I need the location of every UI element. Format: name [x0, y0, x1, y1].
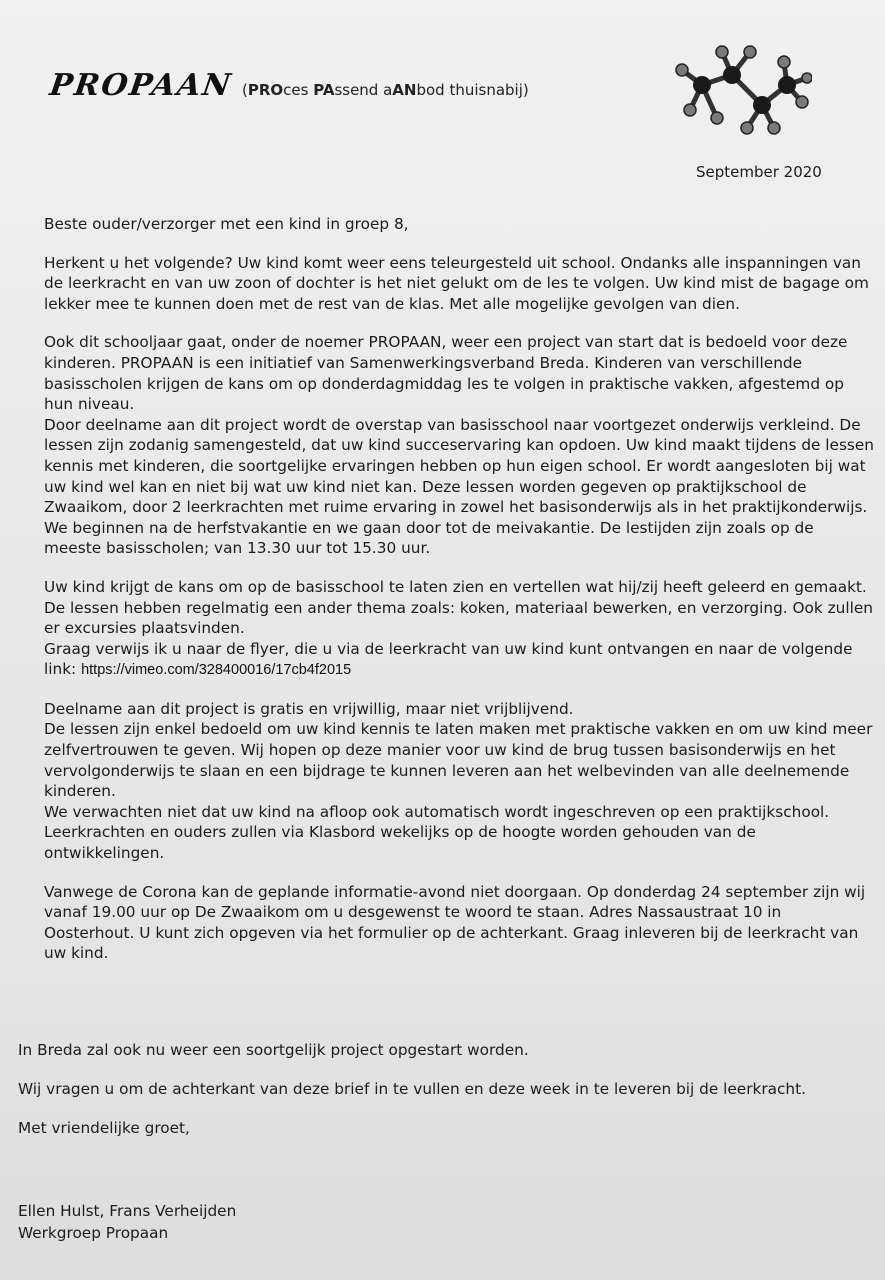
signatory-names: Ellen Hulst, Frans Verheijden — [18, 1202, 237, 1220]
paragraph-corona: Vanwege de Corona kan de geplande informatie-avond niet doorgaan. Op donderdag 24 september zijn wij vanaf 19.00 uur op De Zwaaikom om u desgewenst te woord te staan. Adres Nassaustraat 10 in Oosterhout. U kunt zich opgeven via het formulier op de achterkant. Graag inleveren bij de leerkracht van uw kind. — [44, 882, 866, 963]
paragraph-breda: In Breda zal ook nu weer een soortgelijk project opgestart worden. — [18, 1041, 529, 1059]
paragraph-flyer: Graag verwijs ik u naar de flyer, die u via de leerkracht van uw kind kunt ontvangen en naar de volgende link: https://vimeo.com/328400016/17cb4f2015 — [44, 639, 853, 679]
paragraph-klasbord: Leerkrachten en ouders zullen via Klasbord wekelijks op de hoogte worden gehouden van de ontwikkelingen. — [44, 823, 756, 863]
logo-subtitle: (PROces PAssend aANbod thuisnabij) — [241, 81, 529, 99]
vimeo-link[interactable]: https://vimeo.com/328400016/17cb4f2015 — [81, 662, 352, 679]
letter-closing — [18, 1040, 878, 1157]
paragraph-details: Door deelname aan dit project wordt de overstap van basisschool naar voortgezet onderwijs verkleind. De lessen zijn zodanig samengesteld, dat uw kind succeservaring kan opdoen. Uw kind maakt tijdens de lessen kennis met kinderen, die soortgelijke ervaringen hebben op hun eigen school. Er wordt aangesloten bij wat uw kind wel kan en niet bij wat uw kind niet kan. Deze lessen worden gegeven op praktijkschool de Zwaaikom, door 2 leerkrachten met ruime ervaring in zowel het basisonderwijs als in het praktijkonderwijs. We beginnen na de herfstvakantie en we gaan door tot de meivakantie. De lestijden zijn zoals op de meeste basisscholen; van 13.30 uur tot 15.30 uur. — [44, 415, 875, 558]
paragraph-free: Deelname aan dit project is gratis en vrijwillig, maar niet vrijblijvend. — [44, 699, 574, 718]
signature-block — [18, 1200, 236, 1244]
paragraph-request: Wij vragen u om de achterkant van deze brief in te vullen en deze week in te leveren bij de leerkracht. — [18, 1080, 806, 1098]
paragraph-intro: Herkent u het volgende? Uw kind komt weer eens teleurgesteld uit school. Ondanks alle inspanningen van de leerkracht en van uw zoon of dochter is het niet gelukt om de les te volgen. Uw kind mist de bagage om lekker mee te kunnen doen met de rest van de klas. Met alle mogelijke gevolgen van dien. — [44, 253, 869, 313]
paragraph-expectation: We verwachten niet dat uw kind na afloop ook automatisch wordt ingeschreven op een praktijkschool. — [44, 802, 830, 821]
letter-date: September 2020 — [696, 163, 822, 181]
closing-greeting: Met vriendelijke groet, — [18, 1119, 190, 1137]
logo-wordmark: PROPAAN — [47, 68, 235, 103]
propane-molecule-icon — [662, 40, 812, 140]
letter-body — [44, 214, 874, 982]
propaan-logo — [47, 68, 529, 103]
workgroup-name: Werkgroep Propaan — [18, 1224, 169, 1242]
salutation: Beste ouder/verzorger met een kind in groep 8, — [44, 215, 409, 233]
paragraph-purpose: De lessen zijn enkel bedoeld om uw kind kennis te laten maken met praktische vakken en om uw kind meer zelfvertrouwen te geven. Wij hopen op deze manier voor uw kind de brug tussen basisonderwijs en het vervolgonderwijs te slaan en een bijdrage te kunnen leveren aan het welbevinden van alle deelnemende kinderen. — [44, 720, 873, 801]
paragraph-themes: Uw kind krijgt de kans om op de basisschool te laten zien en vertellen wat hij/zij heeft geleerd en gemaakt. De lessen hebben regelmatig een ander thema zoals: koken, materiaal bewerken, en verzorging. Ook zullen er excursies plaatsvinden. — [44, 577, 873, 638]
paragraph-project: Ook dit schooljaar gaat, onder de noemer PROPAAN, weer een project van start dat is bedoeld voor deze kinderen. PROPAAN is een initiatief van Samenwerkingsverband Breda. Kinderen van verschillende basisscholen krijgen de kans om op donderdagmiddag les te volgen in praktische vakken, afgestemd op hun niveau. — [44, 333, 848, 414]
